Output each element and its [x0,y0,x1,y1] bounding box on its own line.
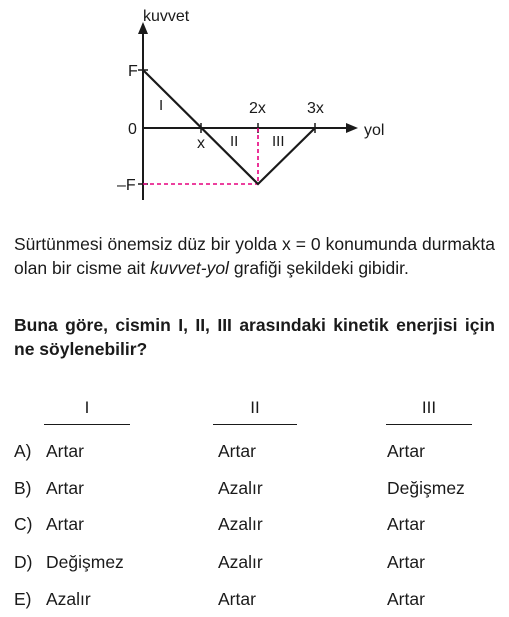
x-axis-arrow-icon [346,123,358,133]
option-cell-1: Değişmez [46,552,124,572]
option-cell-3: Değişmez [387,478,465,498]
tick-label-x: x [197,135,205,152]
option-cell-3: Artar [387,589,425,609]
column-header-2: II [213,398,297,425]
option-cell-2: Artar [218,441,256,461]
tick-label-2x: 2x [249,100,266,117]
option-cell-1: Azalır [46,589,91,609]
stem-text-b: grafiği şekildeki gibidir. [228,258,409,278]
tick-label-3x: 3x [307,100,324,117]
tick-label-f: F [128,63,138,80]
option-cell-1: Artar [46,478,84,498]
option-cell-2: Azalır [218,478,263,498]
option-cell-2: Azalır [218,514,263,534]
option-cell-1: Artar [46,441,84,461]
stem-text-a: Sürtünmesi önemsiz düz bir yolda x = 0 konumunda durmakta olan bir cisme ait [14,234,495,278]
tick-label-minus-f: –F [117,177,136,194]
region-label-3: III [272,133,285,150]
option-cell-3: Artar [387,514,425,534]
option-cell-2: Azalır [218,552,263,572]
option-letter: C) [14,514,33,534]
column-header-3: III [386,398,472,425]
region-label-1: I [159,97,164,114]
question-prompt: Buna göre, cismin I, II, III arasındaki kinetik enerjisi için ne söylenebilir? [14,315,495,359]
x-axis-label: yol [364,122,385,139]
option-cell-1: Artar [46,514,84,534]
column-header-1: I [44,398,130,425]
option-cell-3: Artar [387,441,425,461]
y-axis-label: kuvvet [143,8,190,25]
option-cell-2: Artar [218,589,256,609]
option-letter: A) [14,441,32,461]
option-letter: D) [14,552,33,572]
region-label-2: II [230,133,239,150]
stem-text-italic: kuvvet-yol [150,258,229,278]
force-displacement-graph [0,0,509,215]
option-letter: B) [14,478,32,498]
option-letter: E) [14,589,32,609]
option-cell-3: Artar [387,552,425,572]
question-stem [14,232,495,280]
tick-label-zero: 0 [128,121,137,138]
